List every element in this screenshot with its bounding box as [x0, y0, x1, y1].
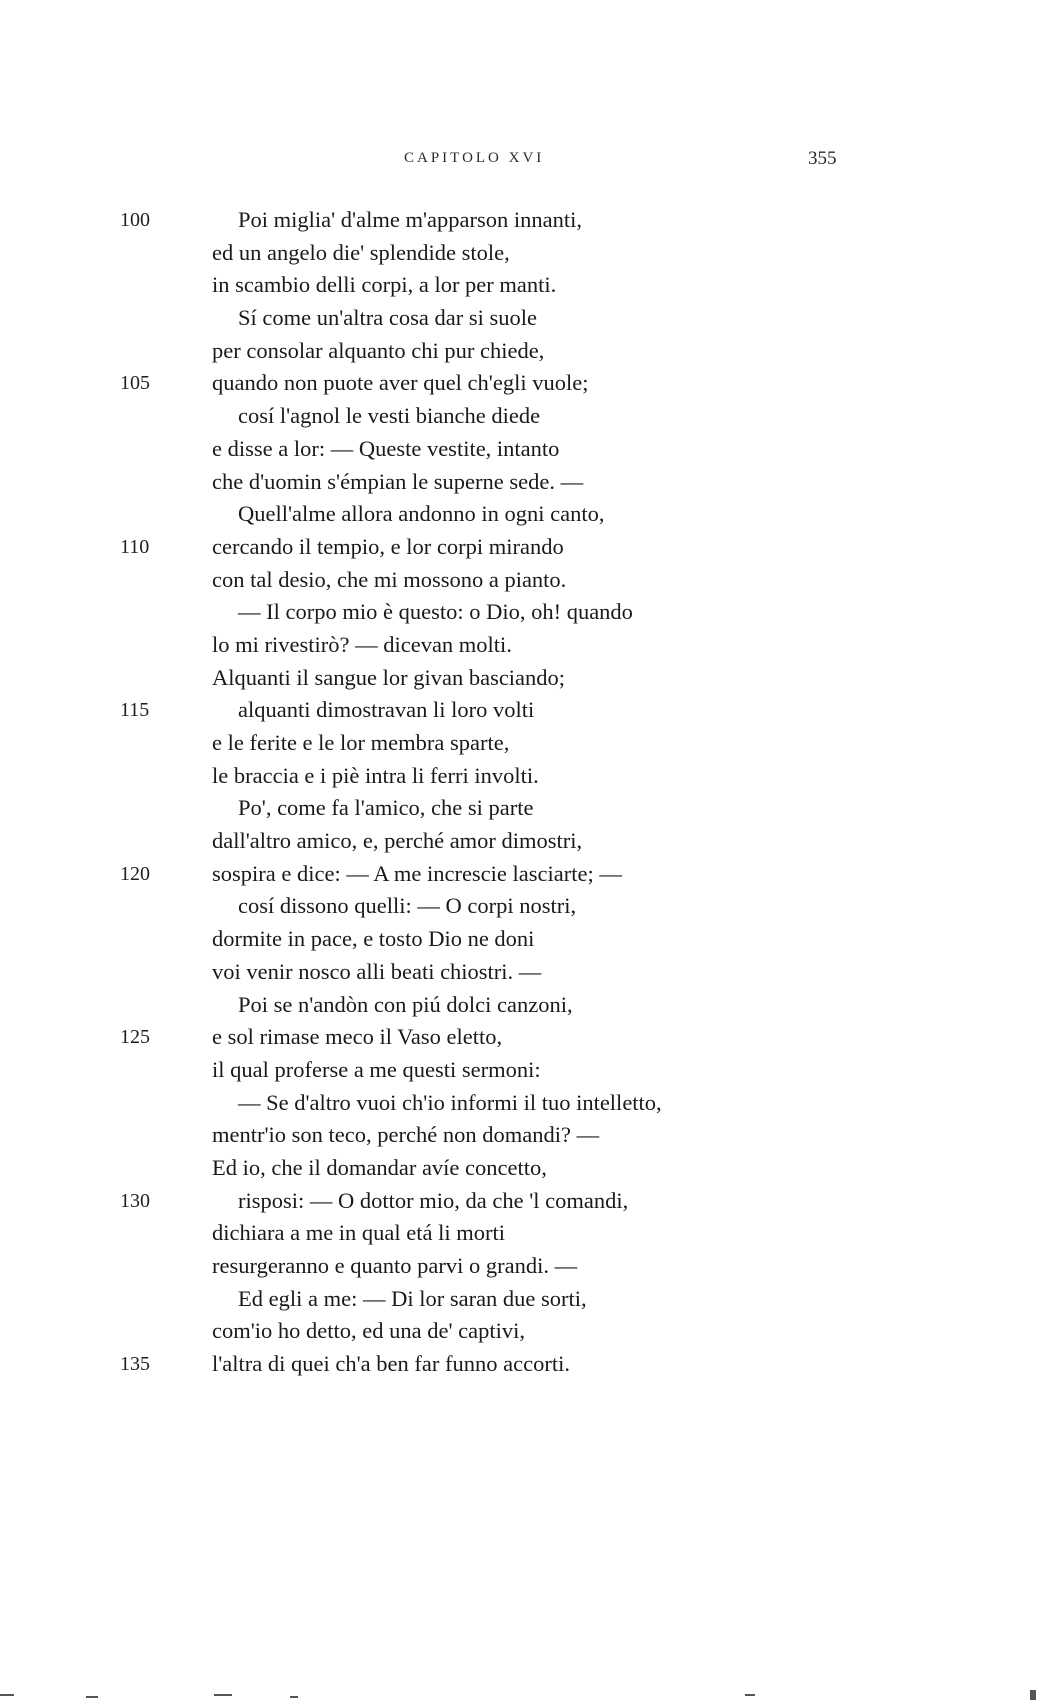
verse-line [0, 1054, 1047, 1087]
verse-line [0, 825, 1047, 858]
verse-text: e disse a lor: — Queste vestite, intanto [212, 435, 560, 461]
verse-line [0, 302, 1047, 335]
verse-text: cosí l'agnol le vesti bianche diede [238, 403, 541, 429]
verse-text: e le ferite e le lor membra sparte, [212, 730, 510, 755]
verse-line [0, 367, 1047, 400]
verse-line [0, 1283, 1047, 1316]
line-number: 105 [120, 372, 150, 395]
verse-line [0, 858, 1047, 891]
verse-text: Alquanti il sangue lor givan basciando; [212, 664, 566, 690]
verse-line [0, 629, 1047, 662]
verse-line [0, 727, 1047, 760]
line-number: 135 [120, 1353, 150, 1376]
verse-text: quando non puote aver quel ch'egli vuole; [212, 370, 589, 396]
verse-line [0, 1119, 1047, 1152]
verse-line [0, 400, 1047, 433]
verse-line [0, 596, 1047, 629]
verse-text: alquanti dimostravan li loro volti [238, 697, 535, 723]
verse-line [0, 1185, 1047, 1218]
verse-text: e sol rimase meco il Vaso eletto, [212, 1024, 503, 1050]
verse-text: ed un angelo die' splendide stole, [212, 239, 510, 265]
verse-text: il qual proferse a me questi sermoni: [212, 1056, 541, 1082]
verse-line [0, 204, 1047, 237]
verse-line [0, 269, 1047, 302]
chapter-title: CAPITOLO XVI [404, 150, 545, 166]
verse-line [0, 237, 1047, 270]
verse-line [0, 694, 1047, 727]
verse-text: com'io ho detto, ed una de' captivi, [212, 1318, 526, 1344]
verse-line [0, 1087, 1047, 1120]
line-number: 110 [120, 535, 150, 558]
verse-text: dormite in pace, e tosto Dio ne doni [212, 926, 535, 952]
line-number: 120 [120, 862, 150, 885]
verse-text: dall'altro amico, e, perché amor dimostri, [212, 828, 583, 854]
verse-line [0, 923, 1047, 956]
verse-text: Quell'alme allora andonno in ogni canto, [238, 501, 605, 527]
verse-line [0, 564, 1047, 597]
verse-line [0, 1250, 1047, 1283]
line-number: 130 [120, 1189, 150, 1212]
line-number: 125 [120, 1026, 150, 1049]
verse-line [0, 760, 1047, 793]
verse-text: in scambio delli corpi, a lor per manti. [212, 272, 557, 298]
verse-text: dichiara a me in qual etá li morti [212, 1220, 506, 1246]
verse-text: cosí dissono quelli: — O corpi nostri, [238, 893, 577, 919]
scan-edge-marks [0, 1690, 1047, 1706]
page-number: 355 [808, 148, 837, 169]
verse-text: cercando il tempio, e lor corpi mirando [212, 533, 564, 559]
verse-line [0, 890, 1047, 923]
verse-line [0, 498, 1047, 531]
verse-text: Ed io, che il domandar avíe concetto, [212, 1154, 547, 1180]
verse-text: — Il corpo mio è questo: o Dio, oh! quando [238, 599, 633, 625]
line-number: 115 [120, 699, 150, 722]
verse-text: resurgeranno e quanto parvi o grandi. — [212, 1253, 578, 1278]
verse-text: Po', come fa l'amico, che si parte [238, 795, 534, 821]
line-number: 100 [120, 209, 150, 231]
verse-text: risposi: — O dottor mio, da che 'l comandi, [238, 1187, 629, 1213]
verse-text: le braccia e i piè intra li ferri involti. [212, 762, 539, 788]
verse-line [0, 989, 1047, 1022]
verse-text: — Se d'altro vuoi ch'io informi il tuo intelletto, [238, 1089, 662, 1115]
verse-text: lo mi rivestirò? — dicevan molti. [212, 631, 512, 657]
verse-text: l'altra di quei ch'a ben far funno accorti. [212, 1351, 570, 1377]
verse-text: Poi se n'andòn con piú dolci canzoni, [238, 991, 573, 1017]
verse-line [0, 335, 1047, 368]
verse-line [0, 1217, 1047, 1250]
verse-line [0, 531, 1047, 564]
verse-block [0, 204, 1047, 1381]
verse-line [0, 466, 1047, 499]
verse-line [0, 1348, 1047, 1381]
verse-line [0, 956, 1047, 989]
verse-line [0, 662, 1047, 695]
running-head [0, 150, 1047, 174]
verse-text: mentr'io son teco, perché non domandi? — [212, 1122, 600, 1148]
verse-line [0, 1021, 1047, 1054]
verse-line [0, 433, 1047, 466]
verse-text: Sí come un'altra cosa dar si suole [238, 305, 537, 331]
verse-text: per consolar alquanto chi pur chiede, [212, 337, 545, 363]
verse-text: sospira e dice: — A me increscie lasciarte; — [212, 860, 622, 886]
verse-line [0, 1152, 1047, 1185]
verse-text: che d'uomin s'émpian le superne sede. — [212, 468, 584, 494]
verse-line [0, 792, 1047, 825]
verse-text: Poi miglia' d'alme m'apparson innanti, [238, 207, 582, 232]
verse-text: con tal desio, che mi mossono a pianto. [212, 566, 567, 592]
verse-text: voi venir nosco alli beati chiostri. — [212, 958, 542, 984]
verse-text: Ed egli a me: — Di lor saran due sorti, [238, 1285, 587, 1311]
verse-line [0, 1315, 1047, 1348]
